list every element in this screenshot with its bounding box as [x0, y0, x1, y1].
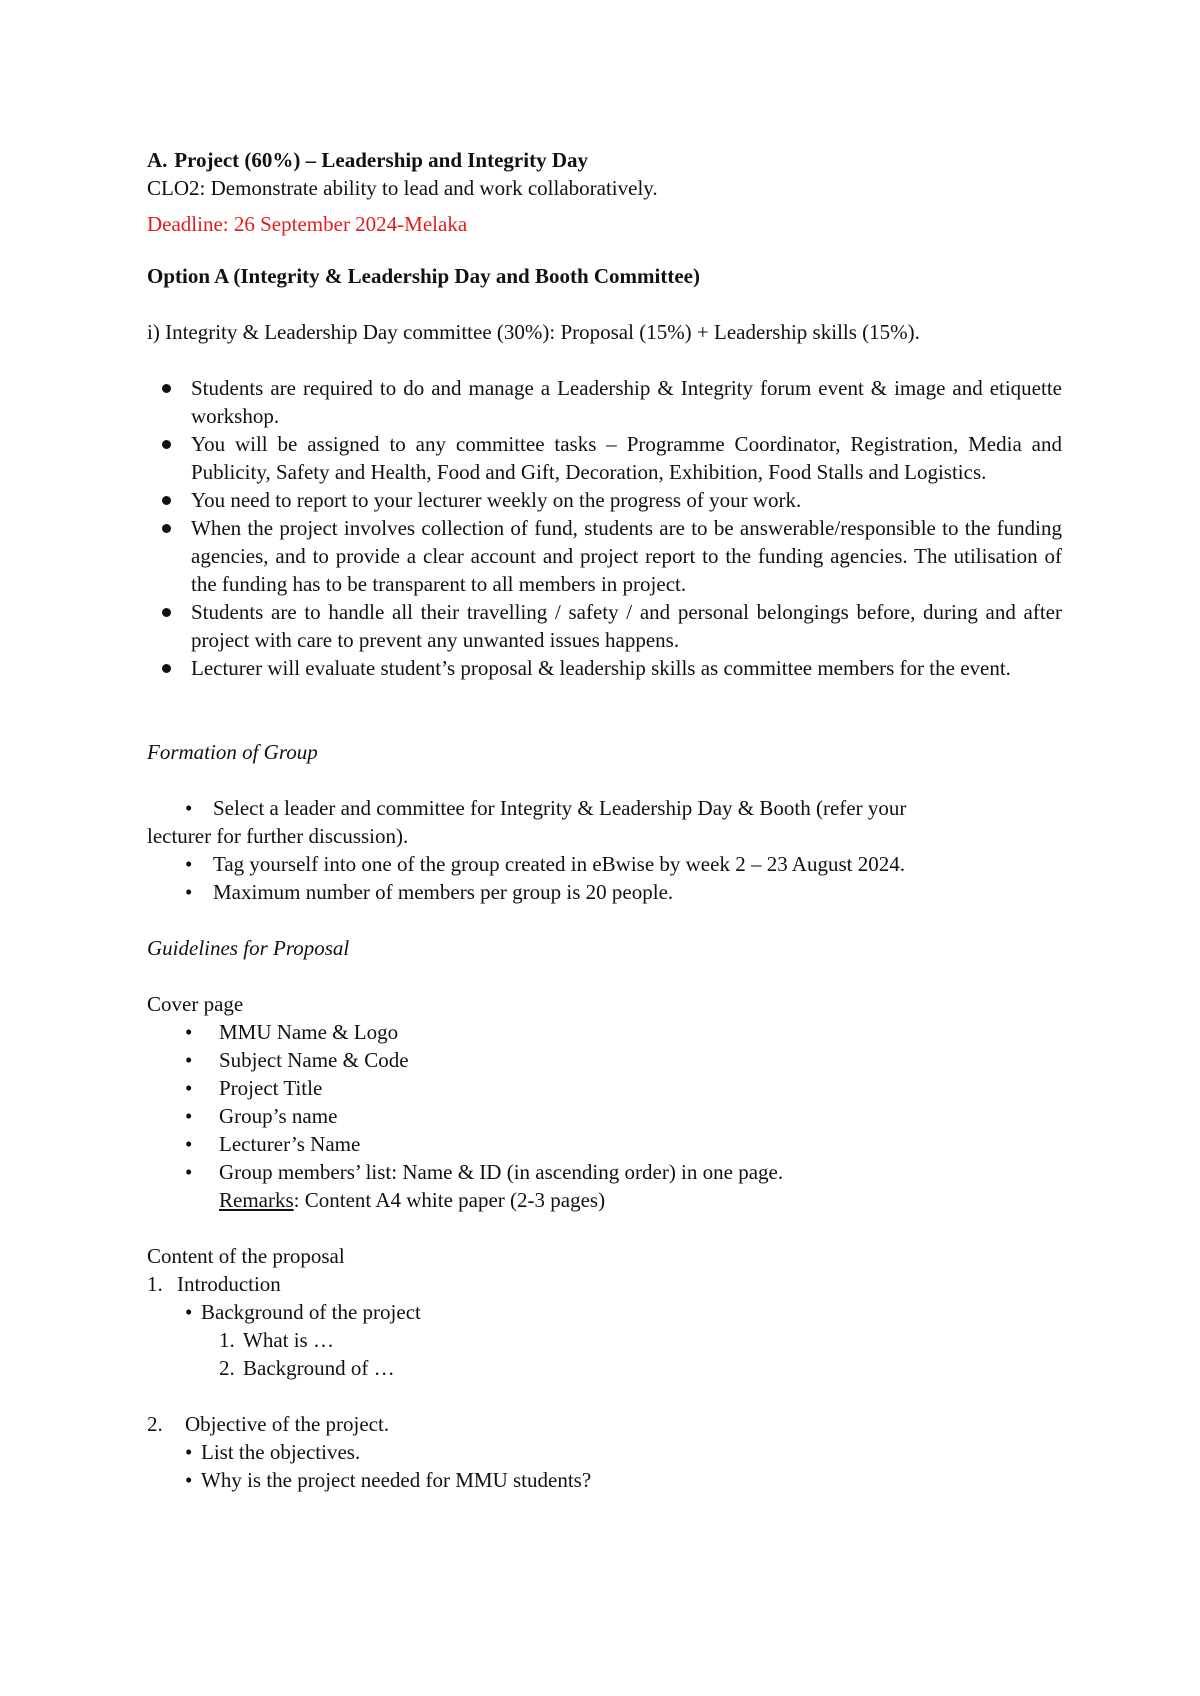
list-item: When the project involves collection of fund, students are to be answerable/responsible to the funding agencies, and to provide a clear account and project report to the funding agencies. The utilisation of the funding has to be transparent to all members in project. [147, 514, 1062, 598]
bullet-icon: • [185, 1468, 193, 1492]
bullet-icon: • [185, 1160, 193, 1184]
section-title: Project (60%) – Leadership and Integrity Day [174, 148, 588, 172]
remarks-label: Remarks [219, 1188, 294, 1212]
clo-statement: CLO2: Demonstrate ability to lead and work collaboratively. [147, 176, 658, 200]
bullet-icon: • [185, 1104, 193, 1128]
list-item-continuation: lecturer for further discussion). [147, 824, 409, 848]
list-item: • List the objectives. [185, 1440, 361, 1464]
bullet-icon: • [185, 1132, 193, 1156]
section-heading [147, 146, 1062, 174]
bullet-icon: • [185, 1300, 193, 1324]
bullet-dot-icon [162, 496, 171, 505]
cover-page-label: Cover page [147, 992, 244, 1016]
bullet-icon: • [185, 1020, 193, 1044]
list-item: • Tag yourself into one of the group created in eBwise by week 2 – 23 August 2024. [147, 850, 1062, 878]
bullet-icon: • [185, 852, 193, 876]
list-item: Students are to handle all their travelling / safety / and personal belongings before, during and after project with care to prevent any unwanted issues happens. [147, 598, 1062, 654]
list-item: • Subject Name & Code [185, 1048, 409, 1072]
bullet-dot-icon [162, 664, 171, 673]
list-item: • Group’s name [185, 1104, 338, 1128]
remarks-text: : Content A4 white paper (2-3 pages) [293, 1188, 606, 1212]
list-item: • Lecturer’s Name [185, 1132, 361, 1156]
bullet-dot-icon [162, 524, 171, 533]
bullet-icon: • [185, 1076, 193, 1100]
content-label: Content of the proposal [147, 1244, 345, 1268]
cover-page-list [147, 1018, 1062, 1186]
list-item: You need to report to your lecturer weekly on the progress of your work. [147, 486, 1062, 514]
document-page [147, 146, 1062, 1494]
list-item: • Group members’ list: Name & ID (in ascending order) in one page. [185, 1160, 784, 1184]
guidelines-title: Guidelines for Proposal [147, 936, 350, 960]
formation-title: Formation of Group [147, 740, 318, 764]
objective-heading: 2. Objective of the project. [147, 1412, 390, 1436]
section-letter: A. [147, 148, 168, 172]
bullet-icon: • [185, 1440, 193, 1464]
bullet-dot-icon [162, 608, 171, 617]
bullet-icon: • [185, 796, 193, 820]
formation-list [147, 794, 1062, 906]
list-item: Lecturer will evaluate student’s proposal & leadership skills as committee members for the event. [147, 654, 1062, 682]
intro-heading: 1. Introduction [147, 1272, 281, 1296]
bullet-icon: • [185, 1048, 193, 1072]
list-item: • Maximum number of members per group is 20 people. [147, 878, 1062, 906]
option-bullet-list [147, 374, 1062, 682]
bullet-dot-icon [162, 384, 171, 393]
list-item: • Project Title [185, 1076, 323, 1100]
list-item: • MMU Name & Logo [185, 1020, 399, 1044]
list-item: • Background of the project [185, 1300, 421, 1324]
list-item: Students are required to do and manage a Leadership & Integrity forum event & image and etiquette workshop. [147, 374, 1062, 430]
deadline-text: Deadline: 26 September 2024-Melaka [147, 212, 468, 236]
list-item: 2. Background of … [219, 1356, 395, 1380]
list-item: 1. What is … [219, 1328, 334, 1352]
option-subtitle: i) Integrity & Leadership Day committee (30%): Proposal (15%) + Leadership skills (15%). [147, 320, 920, 344]
list-item: • Why is the project needed for MMU students? [185, 1468, 592, 1492]
list-item: You will be assigned to any committee tasks – Programme Coordinator, Registration, Media and Publicity, Safety and Health, Food and Gift, Decoration, Exhibition, Food Stalls and Logistics. [147, 430, 1062, 486]
bullet-dot-icon [162, 440, 171, 449]
option-title: Option A (Integrity & Leadership Day and Booth Committee) [147, 264, 700, 288]
bullet-icon: • [185, 880, 193, 904]
remarks [147, 1186, 1062, 1214]
list-item: • Select a leader and committee for Integrity & Leadership Day & Booth (refer your [147, 794, 1062, 822]
